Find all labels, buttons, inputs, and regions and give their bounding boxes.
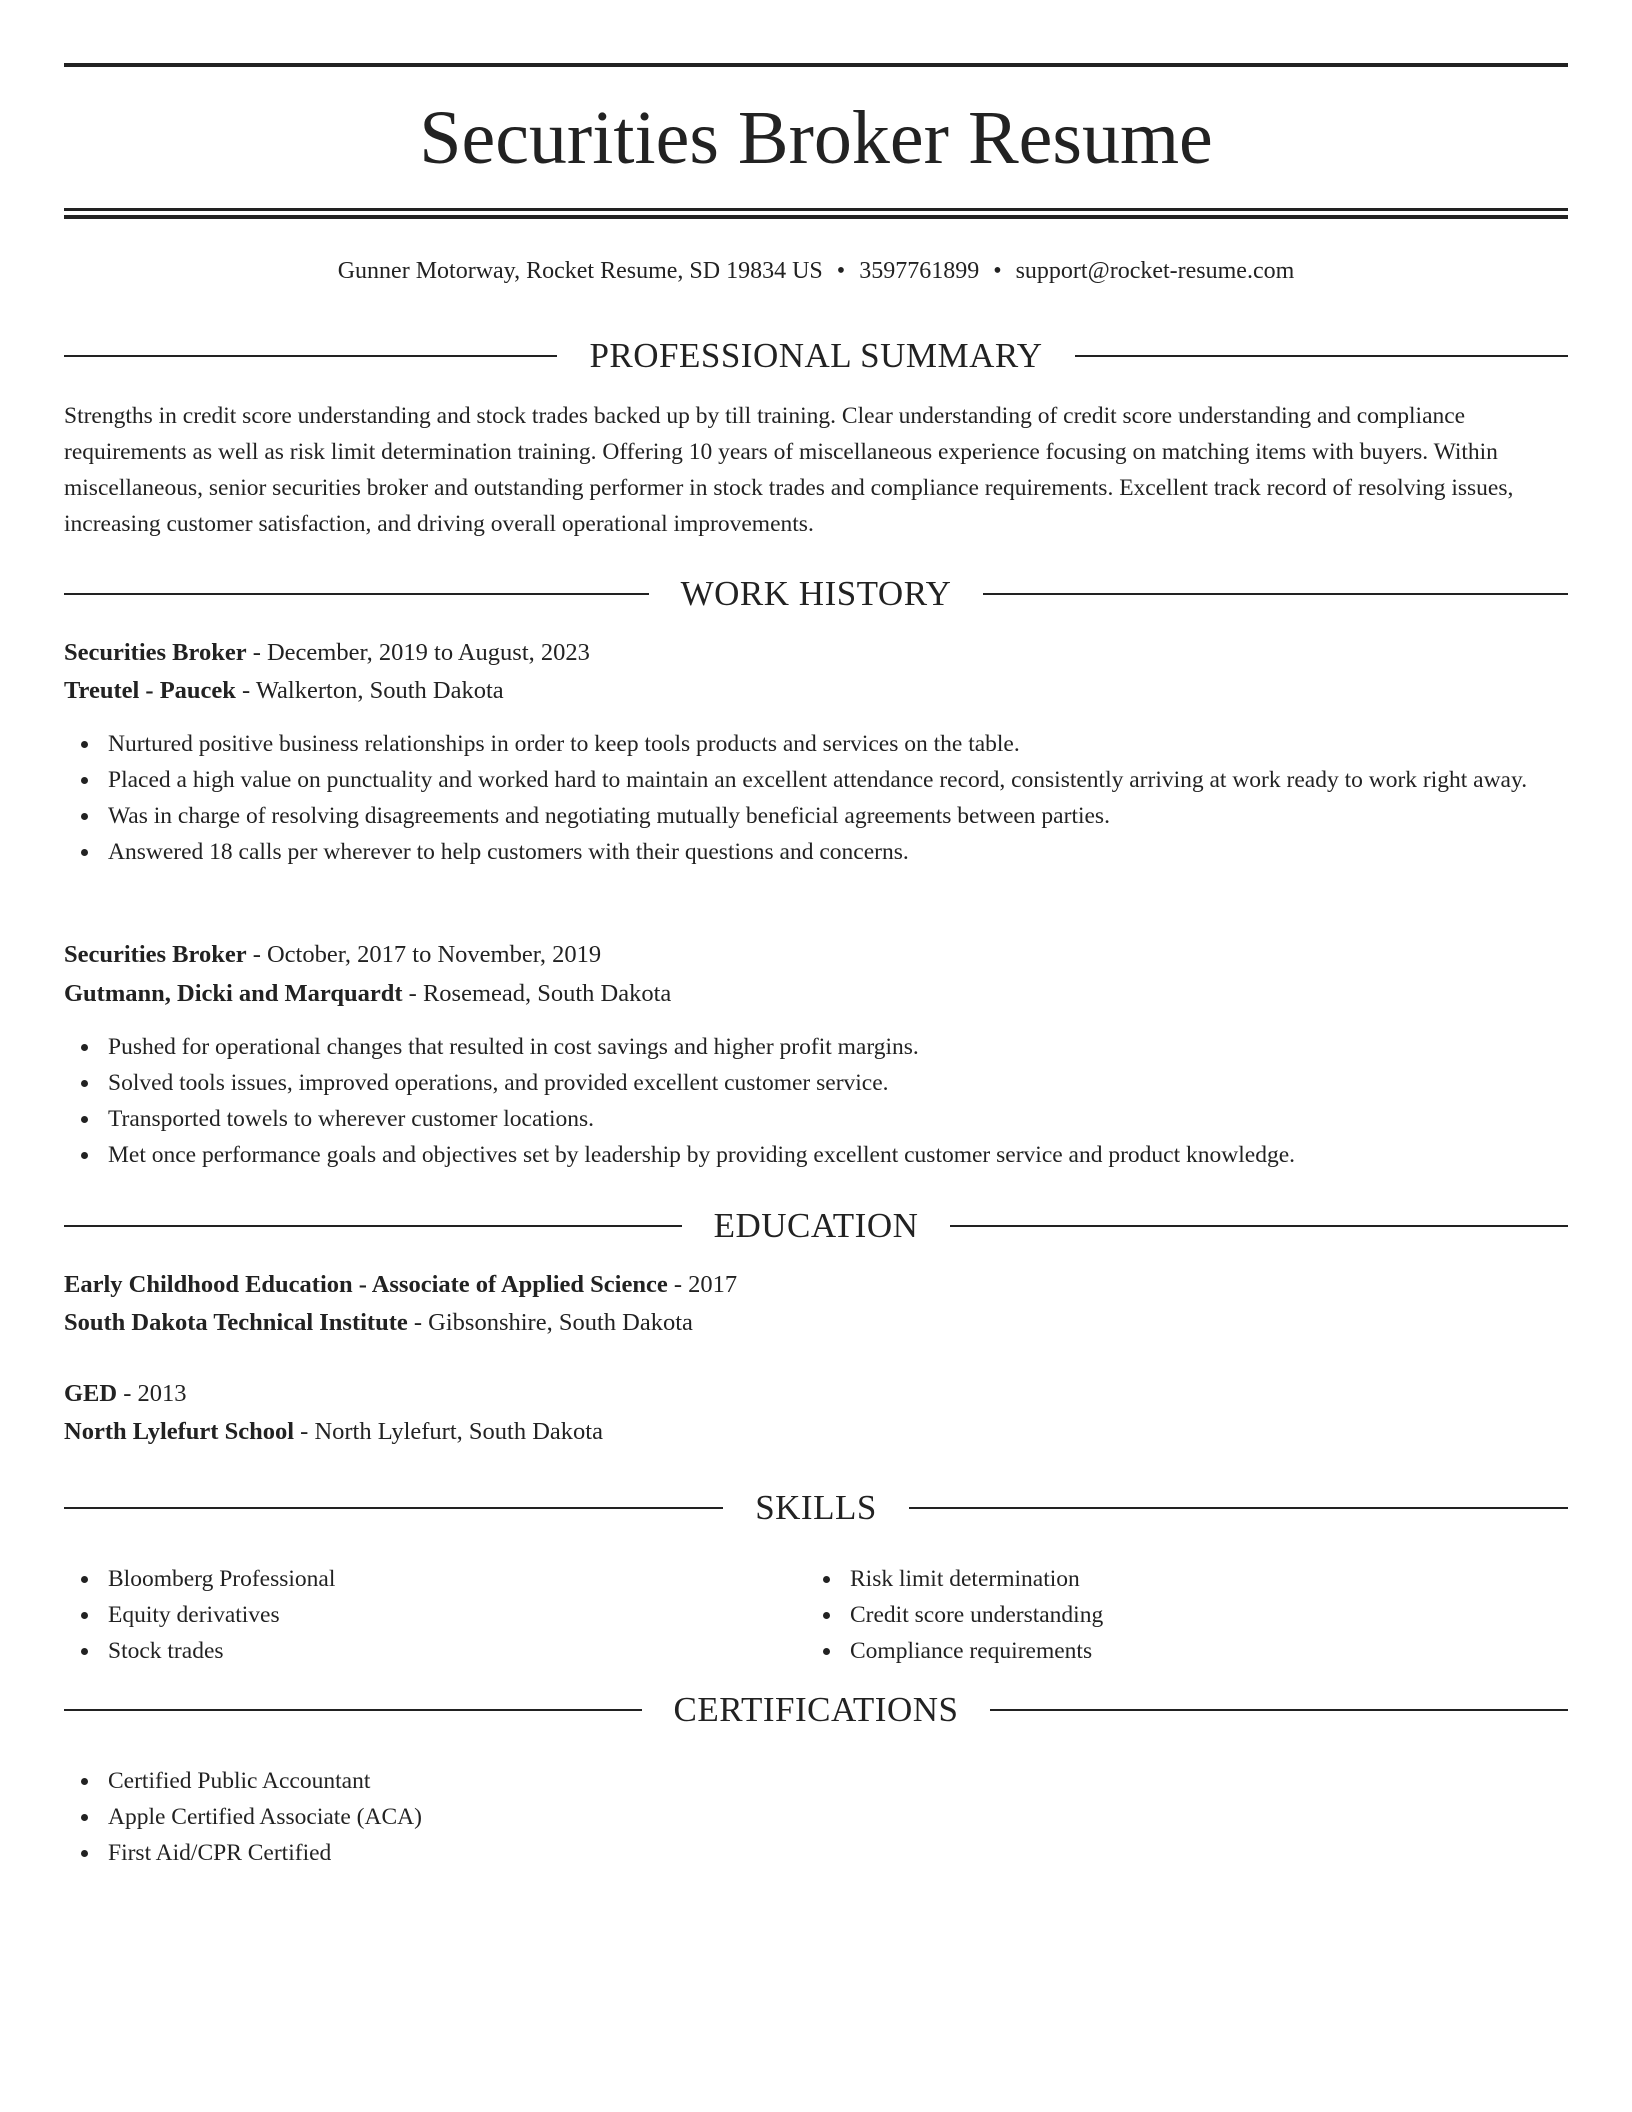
heading-rule bbox=[64, 355, 557, 357]
list-item bbox=[64, 1633, 804, 1669]
bullet-icon bbox=[81, 1612, 88, 1619]
certification-text: Apple Certified Associate (ACA) bbox=[108, 1804, 422, 1830]
bullet-icon bbox=[81, 1850, 88, 1857]
heading-text: WORK HISTORY bbox=[680, 574, 952, 613]
bullet-icon bbox=[81, 777, 88, 784]
list-item-text: Placed a high value on punctuality and worked hard to maintain an excellent attendance record, consistently arriving at work ready to work right away. bbox=[108, 767, 1528, 793]
skill-text: Compliance requirements bbox=[850, 1638, 1093, 1664]
list-item bbox=[64, 1561, 804, 1597]
title-rule-lower bbox=[64, 215, 1568, 219]
section-heading-work bbox=[64, 574, 1568, 614]
job-bullets bbox=[64, 1029, 1568, 1173]
list-item bbox=[64, 798, 1568, 834]
job-bullets bbox=[64, 726, 1568, 870]
job-company-line bbox=[64, 977, 1568, 1011]
heading-rule bbox=[983, 593, 1568, 595]
education-year: - 2013 bbox=[117, 1380, 187, 1407]
job-company: Gutmann, Dicki and Marquardt bbox=[64, 980, 403, 1007]
list-item bbox=[64, 1597, 804, 1633]
education-degree: Early Childhood Education - Associate of Applied Science bbox=[64, 1271, 668, 1298]
certification-text: First Aid/CPR Certified bbox=[108, 1840, 332, 1866]
education-degree-line bbox=[64, 1377, 1568, 1411]
skill-text: Equity derivatives bbox=[108, 1602, 280, 1628]
heading-rule bbox=[64, 1507, 723, 1509]
list-item bbox=[806, 1561, 1546, 1597]
heading-text: EDUCATION bbox=[713, 1206, 919, 1245]
section-heading-education bbox=[64, 1206, 1568, 1246]
education-location: - North Lylefurt, South Dakota bbox=[294, 1418, 603, 1445]
job-title: Securities Broker bbox=[64, 941, 247, 968]
education-degree-line bbox=[64, 1268, 1568, 1302]
bullet-icon bbox=[81, 1778, 88, 1785]
skill-text: Stock trades bbox=[108, 1638, 224, 1664]
list-item-text: Was in charge of resolving disagreements and negotiating mutually beneficial agreements between parties. bbox=[108, 803, 1110, 829]
bullet-icon bbox=[81, 813, 88, 820]
bullet-icon bbox=[81, 1152, 88, 1159]
bullet-icon bbox=[823, 1648, 830, 1655]
list-item bbox=[806, 1633, 1546, 1669]
education-location: - Gibsonshire, South Dakota bbox=[407, 1309, 693, 1336]
section-heading-summary bbox=[64, 336, 1568, 376]
job-title-line bbox=[64, 636, 1568, 670]
skill-text: Bloomberg Professional bbox=[108, 1566, 336, 1592]
heading-rule bbox=[990, 1709, 1568, 1711]
education-school-line bbox=[64, 1415, 1568, 1449]
list-item-text: Pushed for operational changes that resulted in cost savings and higher profit margins. bbox=[108, 1034, 919, 1060]
bullet-icon bbox=[81, 1080, 88, 1087]
list-item-text: Transported towels to wherever customer locations. bbox=[108, 1106, 594, 1132]
bullet-icon bbox=[823, 1612, 830, 1619]
list-item bbox=[64, 1763, 1568, 1799]
education-school-line bbox=[64, 1306, 1568, 1340]
heading-rule bbox=[909, 1507, 1568, 1509]
list-item bbox=[64, 1029, 1568, 1065]
bullet-icon bbox=[81, 1044, 88, 1051]
heading-rule bbox=[1075, 355, 1568, 357]
education-degree: GED bbox=[64, 1380, 118, 1407]
job-title-line bbox=[64, 938, 1568, 972]
summary-text: Strengths in credit score understanding and stock trades backed up by till training. Clear understanding of credit score understanding and compliance requirements as well as risk limit determination training. Offering 10 years of miscellaneous experience focusing on matching items with buyers. Within miscellaneous, senior securities broker and outstanding performer in stock trades and compliance requirements. Excellent track record of resolving issues, increasing customer satisfaction, and driving overall operational improvements. bbox=[64, 403, 1514, 537]
list-item-text: Answered 18 calls per wherever to help customers with their questions and concerns. bbox=[108, 839, 909, 865]
list-item bbox=[64, 1799, 1568, 1835]
job-location: - Rosemead, South Dakota bbox=[402, 980, 672, 1007]
title-rule-upper bbox=[64, 208, 1568, 211]
job-location: - Walkerton, South Dakota bbox=[235, 677, 504, 704]
contact-email: support@rocket-resume.com bbox=[1015, 258, 1295, 284]
heading-rule bbox=[64, 593, 649, 595]
top-rule bbox=[64, 63, 1568, 67]
resume-title: Securities Broker Resume bbox=[419, 96, 1213, 180]
list-item-text: Met once performance goals and objectives set by leadership by providing excellent customer service and product knowledge. bbox=[108, 1142, 1296, 1168]
education-year: - 2017 bbox=[667, 1271, 738, 1298]
job-dates: - December, 2019 to August, 2023 bbox=[246, 639, 590, 666]
bullet-icon bbox=[823, 1576, 830, 1583]
education-school: South Dakota Technical Institute bbox=[64, 1309, 408, 1336]
bullet-icon bbox=[81, 1576, 88, 1583]
contact-address: Gunner Motorway, Rocket Resume, SD 19834 US bbox=[337, 258, 823, 284]
list-item bbox=[64, 834, 1568, 870]
education-school: North Lylefurt School bbox=[64, 1418, 295, 1445]
list-item-text: Solved tools issues, improved operations, and provided excellent customer service. bbox=[108, 1070, 889, 1096]
skill-text: Risk limit determination bbox=[850, 1566, 1080, 1592]
section-heading-certifications bbox=[64, 1690, 1568, 1730]
certifications-list bbox=[64, 1763, 1568, 1871]
job-company-line bbox=[64, 674, 1568, 708]
heading-rule bbox=[950, 1225, 1568, 1227]
heading-rule bbox=[64, 1225, 682, 1227]
certification-text: Certified Public Accountant bbox=[108, 1768, 371, 1794]
bullet-icon bbox=[81, 1814, 88, 1821]
bullet-icon bbox=[81, 1648, 88, 1655]
heading-text: CERTIFICATIONS bbox=[673, 1690, 959, 1729]
job-company: Treutel - Paucek bbox=[64, 677, 236, 704]
list-item bbox=[64, 1065, 1568, 1101]
list-item bbox=[64, 1835, 1568, 1871]
skill-text: Credit score understanding bbox=[850, 1602, 1104, 1628]
bullet-icon bbox=[81, 741, 88, 748]
bullet-icon bbox=[81, 849, 88, 856]
contact-phone: 3597761899 bbox=[859, 258, 980, 284]
contact-separator: • bbox=[993, 258, 1002, 284]
heading-text: PROFESSIONAL SUMMARY bbox=[589, 336, 1043, 375]
section-heading-skills bbox=[64, 1488, 1568, 1528]
list-item bbox=[64, 1101, 1568, 1137]
skills-list-right bbox=[806, 1561, 1546, 1669]
list-item bbox=[64, 726, 1568, 762]
contact-separator: • bbox=[836, 258, 846, 284]
list-item bbox=[806, 1597, 1546, 1633]
skills-list-left bbox=[64, 1561, 804, 1669]
job-title: Securities Broker bbox=[64, 639, 247, 666]
job-dates: - October, 2017 to November, 2019 bbox=[246, 941, 602, 968]
heading-text: SKILLS bbox=[755, 1488, 877, 1527]
contact-line bbox=[64, 255, 1568, 287]
list-item-text: Nurtured positive business relationships in order to keep tools products and services on the table. bbox=[108, 731, 1020, 757]
heading-rule bbox=[64, 1709, 642, 1711]
bullet-icon bbox=[81, 1116, 88, 1123]
list-item bbox=[64, 762, 1568, 798]
list-item bbox=[64, 1137, 1568, 1173]
